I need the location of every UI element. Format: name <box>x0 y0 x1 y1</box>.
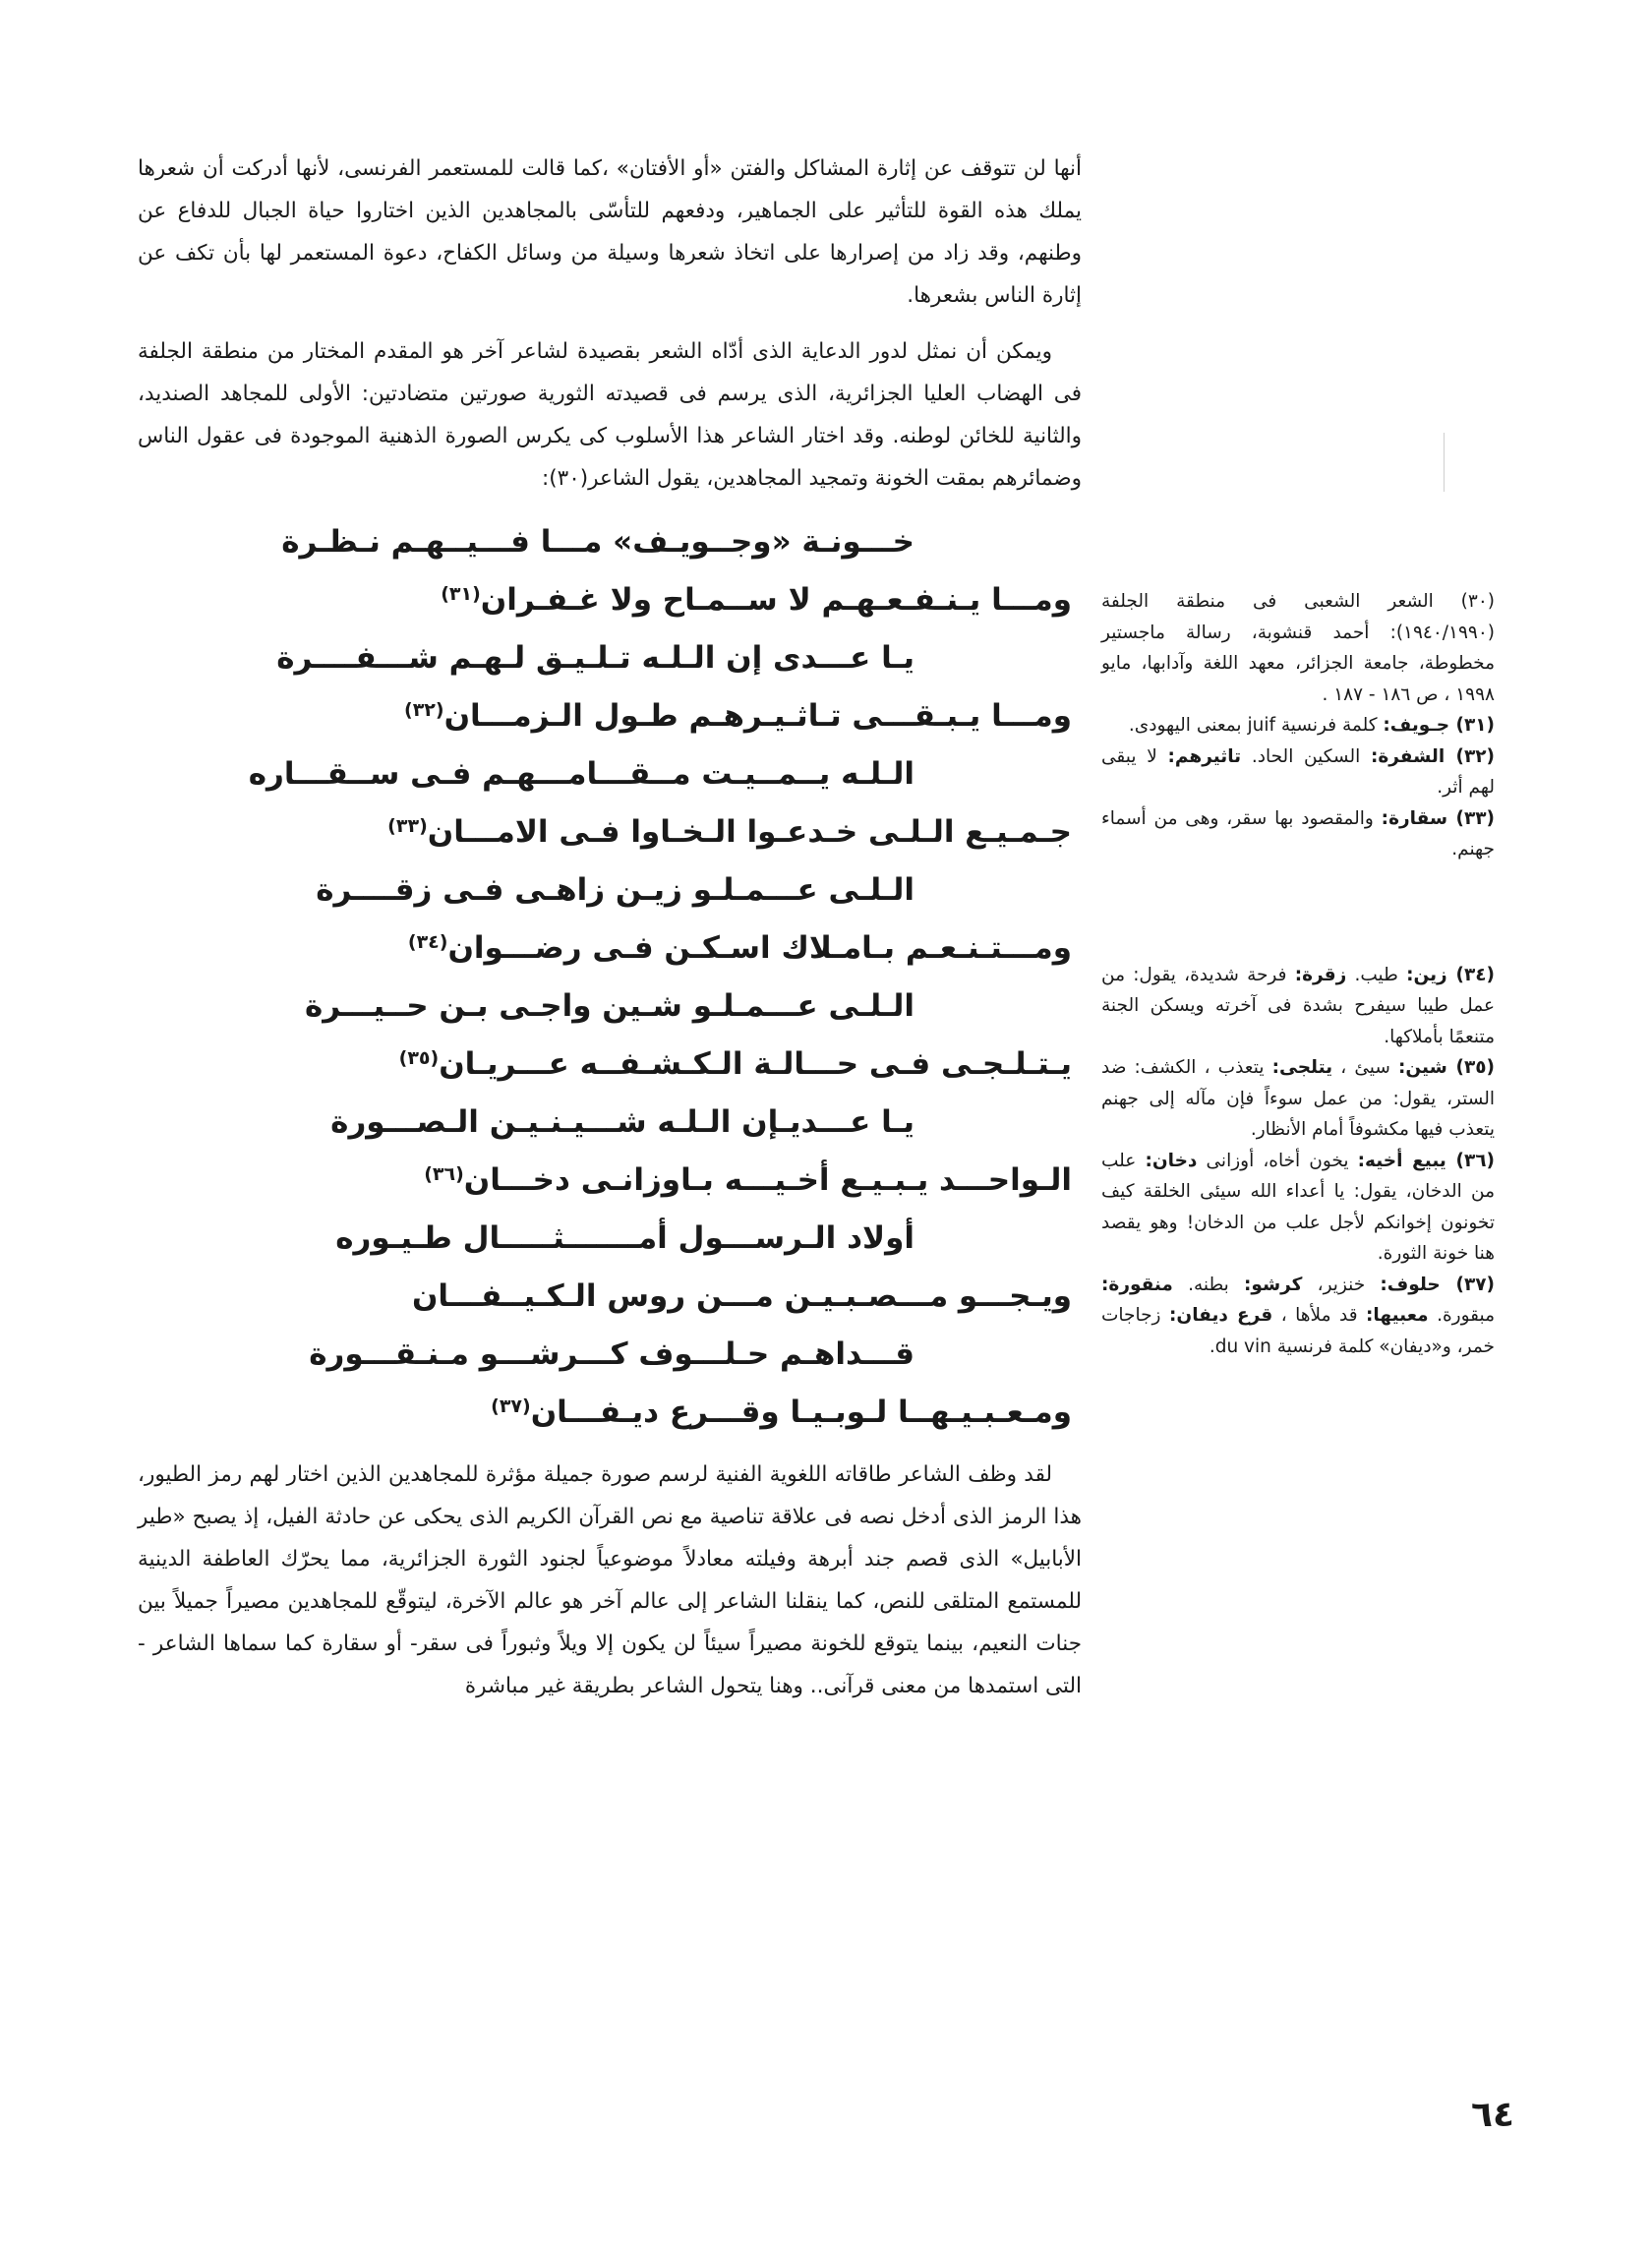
poem-verse <box>138 861 1082 919</box>
poem-verse-text: يـا عـــديـإن الـلـه شـــيـنـيـن الـصـــورة <box>330 1104 914 1140</box>
poem-verse-text: أولاد الـرســـول أمـــــــثـــــال طـيـوره <box>335 1220 914 1256</box>
footnote-37-term-2: كرشو: <box>1243 1274 1303 1295</box>
footnote-reference: (٣٣) <box>387 815 428 837</box>
poem-verse-text: الـلـى عـــمـلـو زيـن زاهـى فـى زقــــرة <box>316 872 914 908</box>
footnote-33-text: والمقصود بها سقر، وهى من أسماء جهنم. <box>1101 807 1495 860</box>
paragraph-2: ويمكن أن نمثل لدور الدعاية الذى أدّاه الشعر بقصيدة لشاعر آخر هو المقدم المختار من منطقة الجلفة فى الهضاب العليا الجزائرية، الذى يرسم فى قصيدته الثورية صورتين متضادتين: الأولى للمجاهد الصنديد، والثانية للخائن لوطنه. وقد اختار الشاعر هذا الأسلوب كى يكرس الصورة الذهنية الموجودة فى عقول الناس وضمائرهم بمقت الخونة وتمجيد المجاهدين، يقول الشاعر(٣٠): <box>138 339 1082 491</box>
paragraph-3: لقد وظف الشاعر طاقاته اللغوية الفنية لرسم صورة جميلة مؤثرة للمجاهدين الذين اختار لهم رمز الطيور، هذا الرمز الذى أدخل نصه فى علاقة تناصية مع نص القرآن الكريم الذى يحكى عن حادثة الفيل، إذ يصبح «طير الأبابيل» الذى قصم جند أبرهة وفيلته معادلاً موضوعياً لجنود الثورة الجزائرية، مما يحرّك العاطفة الدينية للمستمع المتلقى للنص، كما ينقلنا الشاعر إلى عالم آخر هو عالم الآخرة، ليتوقّع للمجاهدين مصيراً جميلاً بين جنات النعيم، بينما يتوقع للخونة مصيراً سيئاً لن يكون إلا ويلاً وثبوراً فى سقر- أو سقارة كما سماها الشاعر - التى استمدها من معنى قرآنى.. وهنا يتحول الشاعر بطريقة غير مباشرة <box>138 1462 1082 1698</box>
poem-verse-text: ومـعـبـيـهــا لـوبـيـا وقـــرع ديـفـــان <box>530 1394 1072 1430</box>
poem-verse-text: يـتـلـجـى فـى حـــالـة الـكـشـفــه عـــريـان <box>439 1046 1072 1082</box>
footnote-34-term: (٣٤) زين: <box>1406 964 1495 985</box>
footnote-34 <box>1101 960 1495 1053</box>
footnote-34-term-2: زقرة: <box>1294 964 1347 985</box>
poem-verse <box>138 1152 1082 1210</box>
poem-verse <box>138 629 1082 687</box>
footnote-33 <box>1101 803 1495 865</box>
poem-verse <box>138 513 1082 571</box>
footnote-36-text: يخون أخاه، أوزانى <box>1197 1150 1358 1171</box>
footnote-32-term: (٣٢) الشفرة: <box>1370 745 1495 767</box>
poem-verse-text: يـا عـــدى إن الـلـه تـلـيـق لـهـم شـــفــــرة <box>276 640 914 676</box>
footnote-31 <box>1101 710 1495 741</box>
footnote-37-term-3: منقورة: <box>1101 1274 1173 1295</box>
footnote-36-term-2: دخان: <box>1145 1150 1198 1171</box>
footnote-36-term: (٣٦) يبيع أخيه: <box>1357 1150 1495 1171</box>
footnote-37-term-5: قرع ديفان: <box>1169 1305 1273 1326</box>
footnote-reference: (٣٥) <box>398 1047 440 1069</box>
poem-verse-text: ويـجـــو مـــصـبـيـن مـــن روس الـكـيــفـــان <box>411 1278 1072 1314</box>
poem-verse <box>138 1326 1082 1384</box>
footnote-37 <box>1101 1270 1495 1363</box>
paragraph-1: أنها لن تتوقف عن إثارة المشاكل والفتن «أو الأفتان» ،كما قالت للمستعمر الفرنسى، لأنها أدركت أن شعرها يملك هذه القوة للتأثير على الجماهير، ودفعهم للتأسّى بالمجاهدين الذين اختاروا حياة الجبال للدفاع عن وطنهم، وقد زاد من إصرارها على اتخاذ شعرها وسيلة من وسائل الكفاح، دعوة المستعمر لها بأن تكف عن إثارة الناس بشعرها. <box>138 156 1082 308</box>
footnote-37-text-3: مبقورة. <box>1428 1305 1495 1326</box>
poem-verse <box>138 1268 1082 1326</box>
footnote-34-text-2: فرحة شديدة، يقول: من عمل طيبا سيفرح بشدة فى آخرته ويسكن الجنة متنعمًا بأملاكها. <box>1101 964 1495 1047</box>
poem-verse <box>138 803 1082 861</box>
footnote-30: (٣٠) الشعر الشعبى فى منطقة الجلفة (١٩٤٠/١٩٩٠): أحمد قنشوبة، رسالة ماجستير مخطوطة، جامعة الجزائر، معهد اللغة وآدابها، مايو ١٩٩٨ ، ص ١٨٦ - ١٨٧ . <box>1101 591 1495 705</box>
footnote-31-term: (٣١) جـويف: <box>1383 715 1495 736</box>
footnote-34-text: طيب. <box>1346 964 1407 985</box>
poem-verse <box>138 745 1082 803</box>
poem-verse-text: الـلـه يــمــيـت مــقـــامـــهـم فـى ســقـــاره <box>248 756 914 792</box>
poem-verse <box>138 1384 1082 1442</box>
footnote-32-term-2: تاثيرهم: <box>1167 745 1242 767</box>
poem-verse-text: ومـــا يـنـفـعـهـم لا ســمـاح ولا غـفـران <box>480 582 1072 618</box>
footnotes-column <box>1101 586 1495 1362</box>
footnote-37-text-4: قد ملأها ، <box>1272 1305 1367 1326</box>
poem-verse-text: خـــونـة «وجــويـف» مـــا فـــيــهـم نـظـرة <box>281 524 914 560</box>
poem-verse <box>138 1036 1082 1094</box>
poem-verse <box>138 1094 1082 1152</box>
poem-verse <box>138 687 1082 745</box>
footnote-reference: (٣٤) <box>407 931 448 953</box>
footnote-37-text: خنزير، <box>1302 1274 1381 1295</box>
footnote-35-text-2: يتعذب ، الكشف: ضد الستر، يقول: من عمل سوءاً فإن مآله إلى جهنم يتعذب فيها مكشوفاً أمام الأنظار. <box>1101 1057 1495 1140</box>
poem-verse <box>138 978 1082 1036</box>
poem-verse-text: ومـــتـنـعـم بـامـلاك اسـكـن فـى رضـــوان <box>447 930 1072 966</box>
footnote-31-text: كلمة فرنسية juif بمعنى اليهودى. <box>1128 715 1384 736</box>
footnote-35-term: (٣٥) شين: <box>1398 1057 1496 1078</box>
footnote-37-term: (٣٧) حلوف: <box>1380 1274 1495 1295</box>
footnote-spacer <box>1101 865 1495 960</box>
poem-verse <box>138 1210 1082 1268</box>
poem-verse <box>138 919 1082 978</box>
poem-block <box>138 513 1082 1442</box>
footnote-36-text-2: علب من الدخان، يقول: يا أعداء الله سيئى الخلقة كيف تخونون إخوانكم لأجل علب من الدخان! وهو يقصد هنا خونة الثورة. <box>1101 1150 1495 1264</box>
footnote-37-term-4: معبيها: <box>1366 1305 1429 1326</box>
poem-verse-text: ومـــا يـبـقـــى تـاثـيـرهـم طـول الـزمـــان <box>443 698 1072 734</box>
poem-verse-text: الـلـى عـــمـلـو شـين واجـى بـن حــيـــرة <box>305 988 914 1024</box>
footnote-33-term: (٣٣) سقارة: <box>1381 807 1495 829</box>
footnote-reference: (٣٧) <box>491 1395 531 1417</box>
page-number: ٦٤ <box>1471 2095 1514 2135</box>
scan-artifact-line <box>1444 433 1445 492</box>
footnote-reference: (٣١) <box>441 583 481 605</box>
footnote-37-text-5: زجاجات خمر، و«ديفان» كلمة فرنسية du vin. <box>1101 1305 1495 1357</box>
footnote-32 <box>1101 741 1495 803</box>
main-text-column <box>138 148 1082 1721</box>
footnote-35-text: سيئ ، <box>1332 1057 1398 1078</box>
footnote-35 <box>1101 1052 1495 1146</box>
footnote-32-text-2: لا يبقى لهم أثر. <box>1101 745 1495 798</box>
poem-verse-text: جـمـيـع الـلـى خـدعـوا الـخـاوا فـى الامـــان <box>427 814 1072 850</box>
poem-verse-text: الـواحـــد يـبـيـع أخـيـــه بـاوزانـى دخـــان <box>463 1162 1072 1198</box>
footnote-reference: (٣٢) <box>404 699 444 721</box>
footnote-32-text: السكين الحاد. <box>1241 745 1371 767</box>
poem-verse-text: قـــداهـم حـلـــوف كـــرشـــو مـنـقـــورة <box>309 1336 914 1372</box>
footnote-36 <box>1101 1146 1495 1270</box>
footnote-35-term-2: يتلجى: <box>1271 1057 1333 1078</box>
poem-verse <box>138 571 1082 629</box>
footnote-37-text-2: بطنه. <box>1172 1274 1244 1295</box>
footnote-reference: (٣٦) <box>424 1163 464 1185</box>
